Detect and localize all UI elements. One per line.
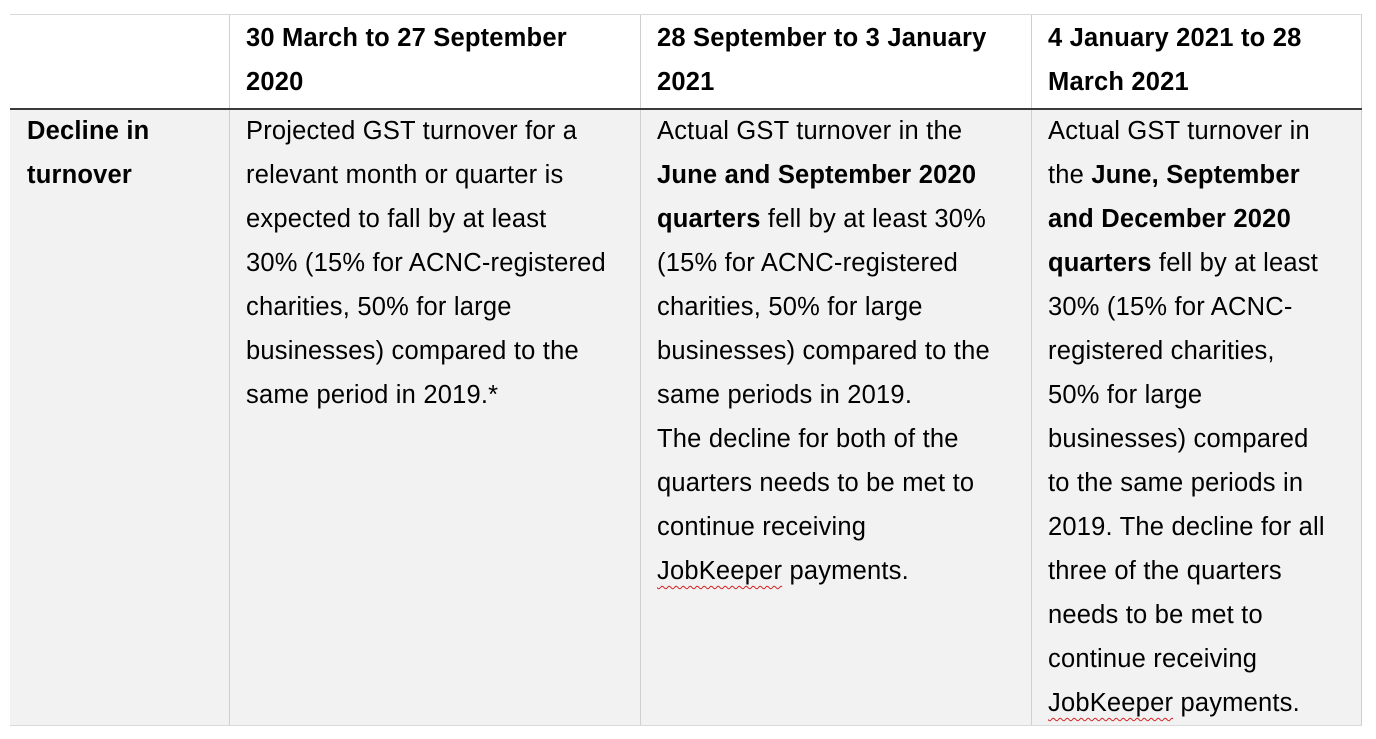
- text-line: 2019. The decline for all: [1048, 513, 1325, 541]
- row-label-line: Decline in: [27, 117, 150, 145]
- bold-text: quarters: [657, 205, 761, 233]
- text-fragment: the: [1048, 161, 1092, 189]
- text-fragment: payments.: [782, 557, 909, 585]
- text-line: needs to be met to: [1048, 601, 1263, 629]
- text-line: 30% (15% for ACNC-: [1048, 293, 1293, 321]
- text-line: [1048, 241, 1325, 285]
- text-line: same period in 2019.*: [246, 381, 499, 409]
- header-period-1: [246, 16, 567, 104]
- text-line: continue receiving: [1048, 645, 1258, 673]
- text-line: (15% for ACNC-registered: [657, 249, 958, 277]
- spellcheck-flagged-word: JobKeeper: [657, 557, 783, 585]
- header-line: 30 March to 27 September: [246, 24, 567, 52]
- spellcheck-flagged-word: JobKeeper: [1048, 689, 1174, 717]
- text-line: registered charities,: [1048, 337, 1275, 365]
- text-fragment: fell by at least: [1151, 249, 1319, 277]
- text-line: continue receiving: [657, 513, 867, 541]
- table-bottom-border: [10, 725, 1362, 726]
- header-line: 28 September to 3 January: [657, 24, 987, 52]
- text-line: to the same periods in: [1048, 469, 1304, 497]
- header-period-2: [657, 16, 987, 104]
- text-fragment: fell by at least 30%: [760, 205, 986, 233]
- jobkeeper-turnover-table: [10, 14, 1362, 726]
- text-line: businesses) compared to the: [246, 337, 579, 365]
- cell-period-2-text: [657, 109, 990, 593]
- header-line: 4 January 2021 to 28: [1048, 24, 1302, 52]
- bold-text: quarters: [1048, 249, 1152, 277]
- header-line: 2021: [657, 68, 715, 96]
- column-divider: [640, 15, 641, 726]
- text-line: 30% (15% for ACNC-registered: [246, 249, 606, 277]
- header-period-3: [1048, 16, 1301, 104]
- text-line: three of the quarters: [1048, 557, 1282, 585]
- bold-text-line: June and September 2020: [657, 161, 977, 189]
- text-line: [657, 197, 990, 241]
- text-line: businesses) compared to the: [657, 337, 990, 365]
- text-line: Actual GST turnover in: [1048, 117, 1310, 145]
- text-line: expected to fall by at least: [246, 205, 547, 233]
- text-line: Projected GST turnover for a: [246, 117, 578, 145]
- text-line: [1048, 681, 1325, 725]
- row-label-line: turnover: [27, 161, 133, 189]
- text-line: The decline for both of the: [657, 425, 959, 453]
- text-line: [1048, 153, 1325, 197]
- bold-text: June, September: [1091, 161, 1300, 189]
- text-line: businesses) compared: [1048, 425, 1309, 453]
- text-line: same periods in 2019.: [657, 381, 913, 409]
- text-line: 50% for large: [1048, 381, 1203, 409]
- cell-period-1-text: [246, 109, 606, 417]
- text-line: charities, 50% for large: [246, 293, 512, 321]
- text-line: relevant month or quarter is: [246, 161, 564, 189]
- header-line: 2020: [246, 68, 304, 96]
- cell-period-3-text: [1048, 109, 1325, 725]
- header-line: March 2021: [1048, 68, 1189, 96]
- column-divider: [1361, 15, 1362, 726]
- text-fragment: payments.: [1173, 689, 1300, 717]
- text-line: charities, 50% for large: [657, 293, 923, 321]
- text-line: quarters needs to be met to: [657, 469, 975, 497]
- text-line: Actual GST turnover in the: [657, 117, 963, 145]
- column-divider: [1031, 15, 1032, 726]
- row-label-decline-in-turnover: [27, 109, 149, 197]
- text-line: [657, 549, 990, 593]
- column-divider: [229, 15, 230, 726]
- bold-text-line: and December 2020: [1048, 205, 1291, 233]
